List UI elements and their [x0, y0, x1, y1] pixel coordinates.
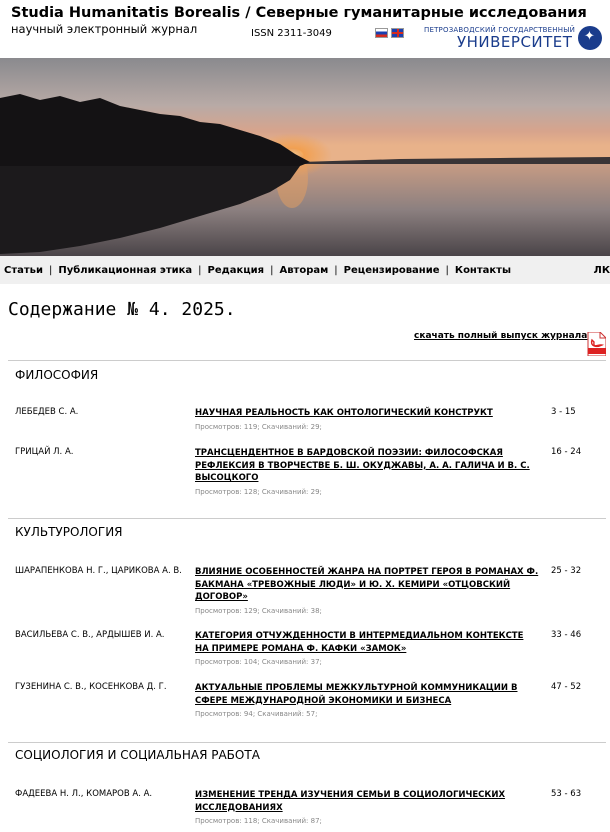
university-name-big: УНИВЕРСИТЕТ — [457, 33, 573, 51]
article-title-link[interactable]: ТРАНСЦЕНДЕНТНОЕ В БАРДОВСКОЙ ПОЭЗИИ: ФИЛОСОФСКАЯ РЕФЛЕКСИЯ В ТВОРЧЕСТВЕ Б. Ш. ОКУДЖАВЫ, А. А. ГАЛИЧА И В. С. ВЫСОЦКОГО — [195, 448, 530, 483]
article-pages: 25 - 32 — [551, 566, 582, 576]
banner-image — [0, 58, 610, 256]
russian-flag-icon[interactable] — [375, 28, 388, 38]
nav-item-account[interactable]: ЛК — [593, 265, 610, 276]
article-title-link[interactable]: АКТУАЛЬНЫЕ ПРОБЛЕМЫ МЕЖКУЛЬТУРНОЙ КОММУНИКАЦИИ В СФЕРЕ МЕЖДУНАРОДНОЙ ЭКОНОМИКИ И БИЗНЕСА — [195, 683, 518, 706]
nav-separator: | — [49, 264, 53, 276]
nav-item-articles[interactable]: Статьи — [4, 264, 44, 276]
issn-label: ISSN 2311-3049 — [251, 28, 332, 39]
site-subtitle: научный электронный журнал — [11, 22, 198, 36]
english-flag-icon[interactable] — [391, 28, 404, 38]
article-stats: Просмотров: 94; Скачиваний: 57; — [195, 710, 318, 718]
article-author: ВАСИЛЬЕВА С. В., АРДЫШЕВ И. А. — [15, 630, 165, 640]
download-issue-link[interactable]: скачать полный выпуск журнала — [414, 331, 588, 341]
nav-item-authors[interactable]: Авторам — [279, 264, 329, 276]
nav-item-reviewing[interactable]: Рецензирование — [343, 264, 440, 276]
article-pages: 33 - 46 — [551, 630, 582, 640]
nav-separator: | — [334, 264, 338, 276]
main-navigation — [0, 256, 610, 284]
nav-item-editorial[interactable]: Редакция — [207, 264, 265, 276]
university-logo[interactable] — [418, 23, 604, 53]
article-pages: 16 - 24 — [551, 447, 582, 457]
article-title-link[interactable]: КАТЕГОРИЯ ОТЧУЖДЕННОСТИ В ИНТЕРМЕДИАЛЬНОМ КОНТЕКСТЕ НА ПРИМЕРЕ РОМАНА Ф. КАФКИ «ЗАМОК» — [195, 631, 524, 654]
site-header — [0, 0, 610, 58]
article-stats: Просмотров: 129; Скачиваний: 38; — [195, 606, 322, 615]
article-pages: 53 - 63 — [551, 789, 582, 799]
article-pages: 47 - 52 — [551, 682, 582, 692]
article-author: ГУЗЕНИНА С. В., КОСЕНКОВА Д. Г. — [15, 682, 167, 692]
nav-item-contacts[interactable]: Контакты — [454, 264, 512, 276]
nav-item-ethics[interactable]: Публикационная этика — [58, 264, 193, 276]
article-author: ФАДЕЕВА Н. Л., КОМАРОВ А. А. — [15, 789, 153, 799]
section-title: КУЛЬТУРОЛОГИЯ — [15, 525, 123, 539]
article-author: ГРИЦАЙ Л. А. — [15, 447, 74, 457]
pdf-icon[interactable] — [586, 332, 606, 356]
article-stats: Просмотров: 118; Скачиваний: 87; — [195, 817, 322, 825]
university-name-small: ПЕТРОЗАВОДСКИЙ ГОСУДАРСТВЕННЫЙ — [424, 26, 576, 34]
article-stats: Просмотров: 128; Скачиваний: 29; — [195, 487, 322, 496]
article-stats: Просмотров: 119; Скачиваний: 29; — [195, 422, 322, 431]
language-switcher — [375, 28, 404, 38]
site-title[interactable]: Studia Humanitatis Borealis / Северные гуманитарные исследования — [11, 5, 587, 21]
article-stats: Просмотров: 104; Скачиваний: 37; — [195, 658, 322, 666]
page-title: Содержание № 4. 2025. — [8, 299, 236, 320]
article-author: ЛЕБЕДЕВ С. А. — [15, 407, 79, 417]
article-pages: 3 - 15 — [551, 407, 576, 417]
nav-separator: | — [198, 264, 202, 276]
article-title-link[interactable]: НАУЧНАЯ РЕАЛЬНОСТЬ КАК ОНТОЛОГИЧЕСКИЙ КОНСТРУКТ — [195, 408, 493, 418]
section-title: СОЦИОЛОГИЯ И СОЦИАЛЬНАЯ РАБОТА — [15, 748, 260, 762]
university-emblem-icon — [578, 26, 602, 50]
section-divider — [8, 742, 606, 743]
section-divider — [8, 360, 606, 361]
section-divider — [8, 518, 606, 519]
section-title: ФИЛОСОФИЯ — [15, 368, 99, 382]
article-author: ШАРАПЕНКОВА Н. Г., ЦАРИКОВА А. В. — [15, 566, 182, 576]
nav-separator: | — [270, 264, 274, 276]
article-title-link[interactable]: ВЛИЯНИЕ ОСОБЕННОСТЕЙ ЖАНРА НА ПОРТРЕТ ГЕРОЯ В РОМАНАХ Ф. БАКМАНА «ТРЕВОЖНЫЕ ЛЮДИ» И Ю. Х. КЕМИРИ «ОТЦОВСКИЙ ДОГОВОР» — [195, 567, 539, 602]
article-title-link[interactable]: ИЗМЕНЕНИЕ ТРЕНДА ИЗУЧЕНИЯ СЕМЬИ В СОЦИОЛОГИЧЕСКИХ ИССЛЕДОВАНИЯХ — [195, 790, 506, 813]
nav-separator: | — [445, 264, 449, 276]
